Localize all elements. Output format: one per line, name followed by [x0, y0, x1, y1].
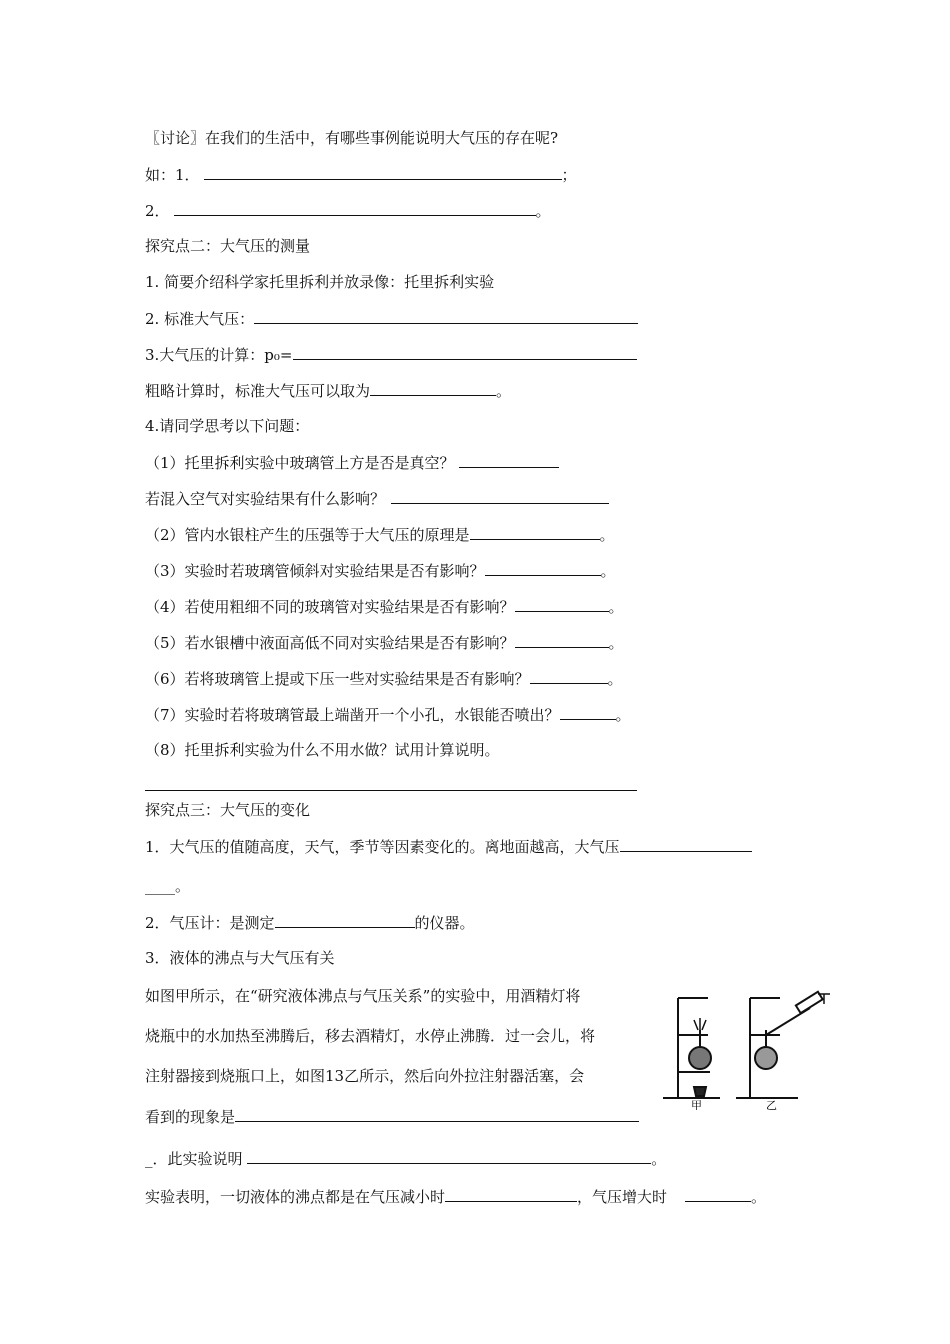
question-1 [145, 452, 559, 473]
answer-blank[interactable] [275, 912, 415, 928]
q1b-text: 若混入空气对实验结果有什么影响？ [145, 490, 386, 508]
conclusion-line [145, 1186, 766, 1207]
p3-label: 3.大气压的计算：p₀= [145, 346, 293, 364]
p2-prefix: 2．气压计：是测定 [145, 914, 275, 932]
question-4 [145, 596, 624, 617]
p2-label: 2. 标准大气压： [145, 310, 255, 328]
answer-blank[interactable] [485, 560, 601, 576]
apparatus-b [736, 992, 830, 1098]
item1-suffix: ； [561, 166, 577, 184]
answer-blank[interactable] [235, 1106, 639, 1122]
answer-blank[interactable] [530, 668, 608, 684]
question-8: （8）托里拆利实验为什么不用水做？试用计算说明。 [145, 741, 500, 759]
item1-prefix: 如：1． [145, 166, 200, 184]
question-7 [145, 704, 631, 725]
section2-p4: 4.请同学思考以下问题： [145, 417, 310, 435]
answer-blank[interactable] [515, 596, 609, 612]
q-period: 。 [615, 706, 631, 724]
answer-blank[interactable] [470, 524, 600, 540]
apparatus-a [663, 998, 720, 1098]
item2-suffix: 。 [535, 202, 551, 220]
q-period: 。 [599, 526, 615, 544]
q3-text: （3）实验时若玻璃管倾斜对实验结果是否有影响？ [145, 562, 485, 580]
answer-blank[interactable] [204, 164, 562, 180]
section3-p1b: ____。 [145, 877, 191, 895]
answer-blank[interactable] [391, 488, 609, 504]
discussion-item-1 [145, 164, 577, 185]
discussion-item-2 [145, 200, 551, 221]
answer-blank[interactable] [370, 380, 496, 396]
q-period: 。 [600, 562, 616, 580]
p1-text: 1．大气压的值随高度，天气，季节等因素变化的。离地面越高，大气压 [145, 838, 620, 856]
q-period: 。 [607, 670, 623, 688]
answer-blank[interactable] [174, 200, 536, 216]
figure-label-b: 乙 [766, 1099, 777, 1110]
boiling-experiment-figure [658, 990, 843, 1110]
question-6 [145, 668, 623, 689]
answer-blank[interactable] [445, 1186, 577, 1202]
q7-text: （7）实验时若将玻璃管最上端凿开一个小孔，水银能否喷出？ [145, 706, 560, 724]
para-line-2: 烧瓶中的水加热至沸腾后，移去酒精灯，水停止沸腾．过一会儿，将 [145, 1027, 596, 1045]
conclusion-suffix: 。 [751, 1188, 767, 1206]
q6-text: （6）若将玻璃管上提或下压一些对实验结果是否有影响？ [145, 670, 530, 688]
section2-p2 [145, 308, 638, 329]
q2-text: （2）管内水银柱产生的压强等于大气压的原理是 [145, 526, 470, 544]
q4-text: （4）若使用粗细不同的玻璃管对实验结果是否有影响？ [145, 598, 515, 616]
section2-heading: 探究点二：大气压的测量 [145, 237, 311, 255]
question-5 [145, 632, 624, 653]
conclusion-prefix: 实验表明，一切液体的沸点都是在气压减小时 [145, 1188, 446, 1206]
question-2 [145, 524, 615, 545]
p3b-prefix: 粗略计算时，标准大气压可以取为 [145, 382, 371, 400]
item2-prefix: 2． [145, 202, 170, 220]
p3b-suffix: 。 [496, 382, 512, 400]
section2-p1: 1. 简要介绍科学家托里拆利并放录像：托里拆利实验 [145, 273, 495, 291]
section3-p2 [145, 912, 475, 933]
p2-suffix: 的仪器。 [414, 914, 475, 932]
answer-blank[interactable] [620, 836, 752, 852]
answer-blank[interactable] [459, 452, 559, 468]
discussion-prompt: 〖讨论〗在我们的生活中，有哪些事例能说明大气压的存在呢? [145, 129, 559, 147]
para-line-4 [145, 1106, 639, 1127]
para5-prefix: _．此实验说明 [145, 1150, 248, 1168]
question-3 [145, 560, 616, 581]
answer-blank[interactable] [515, 632, 609, 648]
answer-blank[interactable] [247, 1148, 651, 1164]
section2-p3 [145, 344, 637, 365]
q5-text: （5）若水银槽中液面高低不同对实验结果是否有影响？ [145, 634, 515, 652]
figure-label-a: 甲 [691, 1099, 702, 1110]
answer-blank[interactable] [254, 308, 638, 324]
answer-line[interactable] [145, 790, 637, 791]
answer-blank[interactable] [560, 704, 616, 720]
conclusion-mid: ，气压增大时 [577, 1188, 668, 1206]
q-period: 。 [608, 598, 624, 616]
q1-text: （1）托里拆利实验中玻璃管上方是否是真空？ [145, 454, 455, 472]
section3-p3: 3．液体的沸点与大气压有关 [145, 949, 335, 967]
para-line-5 [145, 1148, 666, 1169]
para-line-3: 注射器接到烧瓶口上，如图13乙所示，然后向外拉注射器活塞，会 [145, 1067, 585, 1085]
para5-suffix: 。 [651, 1150, 667, 1168]
para-line-1: 如图甲所示，在“研究液体沸点与气压关系”的实验中，用酒精灯将 [145, 987, 581, 1005]
q-period: 。 [608, 634, 624, 652]
answer-blank[interactable] [685, 1186, 751, 1202]
answer-blank[interactable] [293, 344, 637, 360]
section3-p1 [145, 836, 752, 857]
para4-text: 看到的现象是 [145, 1108, 236, 1126]
section2-p3b [145, 380, 511, 401]
section3-heading: 探究点三：大气压的变化 [145, 801, 311, 819]
question-1b [145, 488, 609, 509]
